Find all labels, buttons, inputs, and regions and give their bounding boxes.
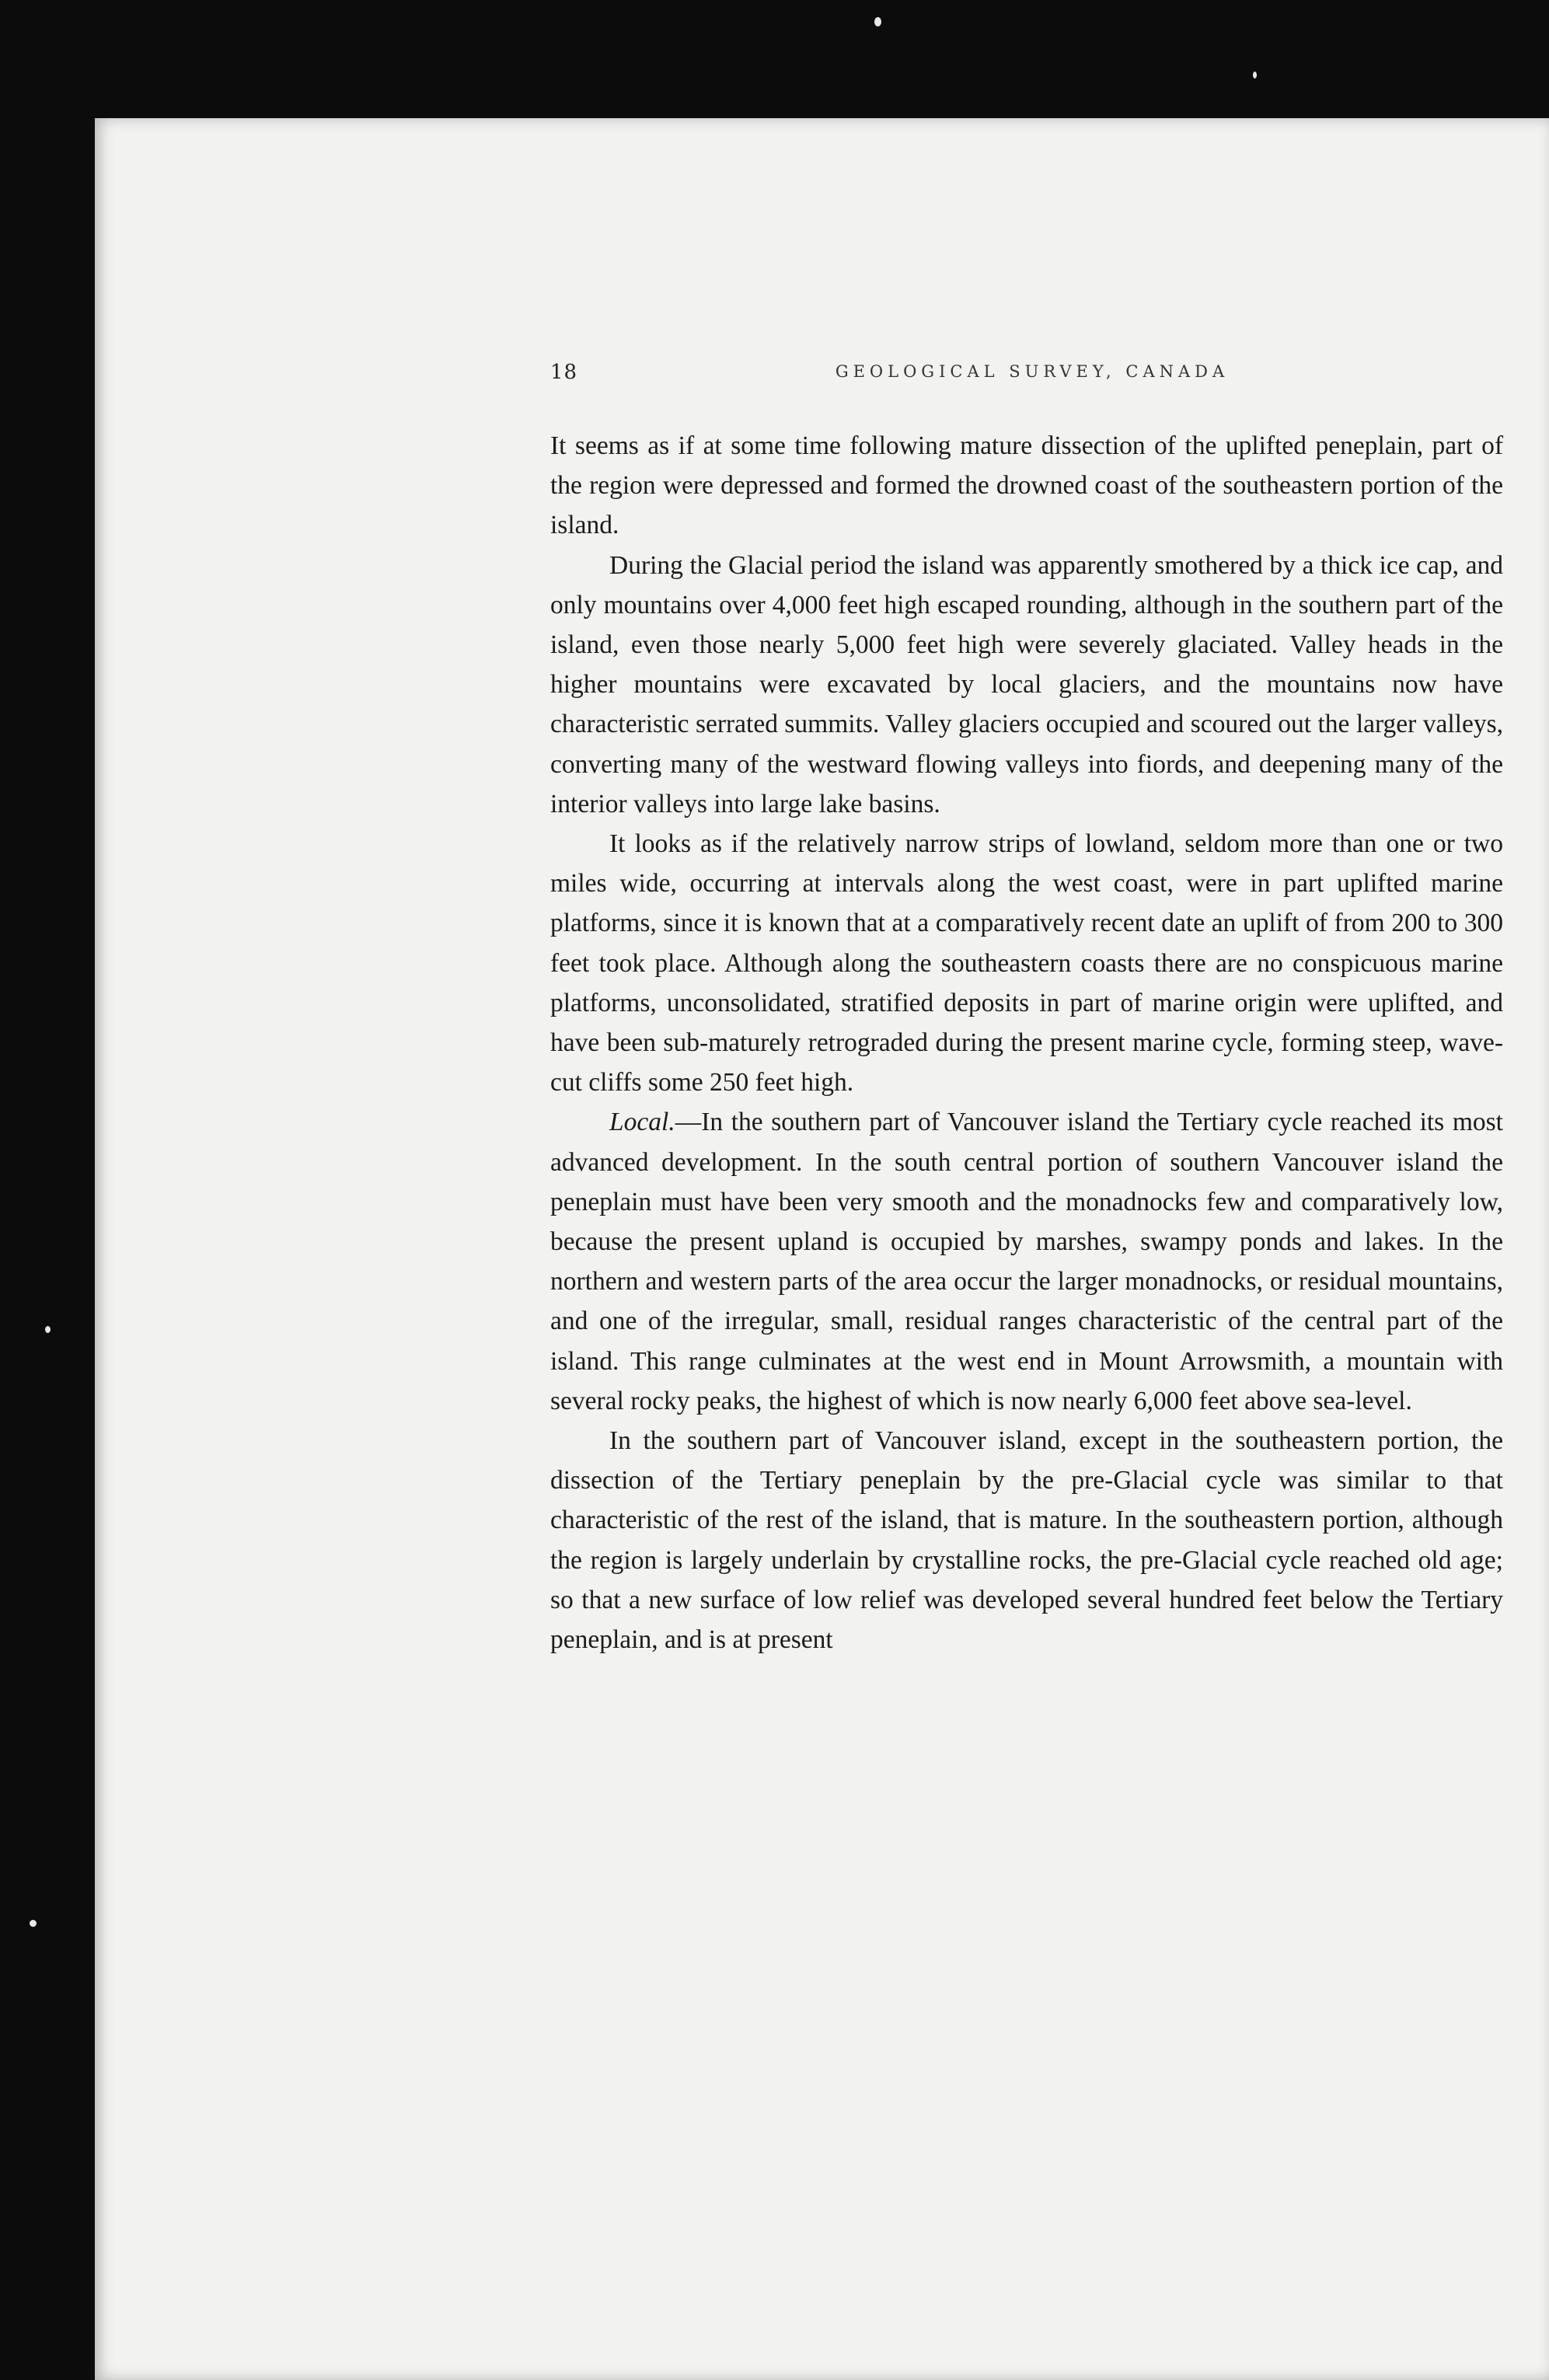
paragraph-marine-platforms: It looks as if the relatively narrow strips of lowland, seldom more than one or two miles wide, occurring at intervals along the west coast, were in part uplifted marine platforms, since it is known that at a comparatively recent date an uplift of from 200 to 300 feet took place. Although along the southeastern coasts there are no conspicuous marine platforms, unconsolidated, stratified deposits in part of marine origin were uplifted, and have been sub-maturely retrograded during the present marine cycle, forming steep, wave-cut cliffs some 250 feet high. bbox=[550, 829, 1503, 1098]
paragraph-local-text: —In the southern part of Vancouver island the Tertiary cycle reached its most advanced development. In the south central portion of southern Vancouver island the peneplain must have been very smooth and the monadnocks few and comparatively low, because the present upland is occupied by marshes, swampy ponds and lakes. In the northern and western parts of the area occur the larger monadnocks, or residual mountains, and one of the irregular, small, residual ranges characteristic of the central part of the island. This range culminates at the west end in Mount Arrowsmith, a mountain with several rocky peaks, the highest of which is now nearly 6,000 feet above sea-level. bbox=[550, 1108, 1503, 1415]
paragraph-local bbox=[550, 1102, 1503, 1421]
body-text bbox=[550, 426, 1503, 1659]
paragraph-southern-dissection: In the southern part of Vancouver island, except in the southeastern portion, the dissection of the Tertiary peneplain by the pre-Glacial cycle was similar to that characteristic of the rest of the island, that is mature. In the southeastern portion, although the region is largely underlain by crystalline rocks, the pre-Glacial cycle reached old age; so that a new surface of low relief was developed several hundred feet below the Tertiary peneplain, and is at present bbox=[550, 1426, 1503, 1655]
page-number: 18 bbox=[550, 361, 578, 384]
scan-speck bbox=[874, 17, 881, 26]
paragraph-glacial-period: During the Glacial period the island was apparently smothered by a thick ice cap, and only mountains over 4,000 feet high escaped rounding, although in the southern part of the island, even those nearly 5,000 feet high were severely glaciated. Valley heads in the higher mountains were excavated by local glaciers, and the mountains now have characteristic serrated summits. Valley glaciers occupied and scoured out the larger valleys, converting many of the westward flowing valleys into fiords, and deepening many of the interior valleys into large lake basins. bbox=[550, 550, 1503, 818]
page-header bbox=[550, 361, 1514, 407]
paragraph-drowned-coast: It seems as if at some time following mature dissection of the uplifted peneplain, part of the region were depressed and formed the drowned coast of the southeastern portion of the island. bbox=[550, 431, 1503, 540]
run-in-heading: Local. bbox=[609, 1108, 675, 1137]
scan-speck bbox=[45, 1326, 51, 1333]
scan-speck bbox=[30, 1920, 37, 1927]
running-head: GEOLOGICAL SURVEY, CANADA bbox=[835, 362, 1230, 381]
scan-speck bbox=[1253, 72, 1257, 79]
